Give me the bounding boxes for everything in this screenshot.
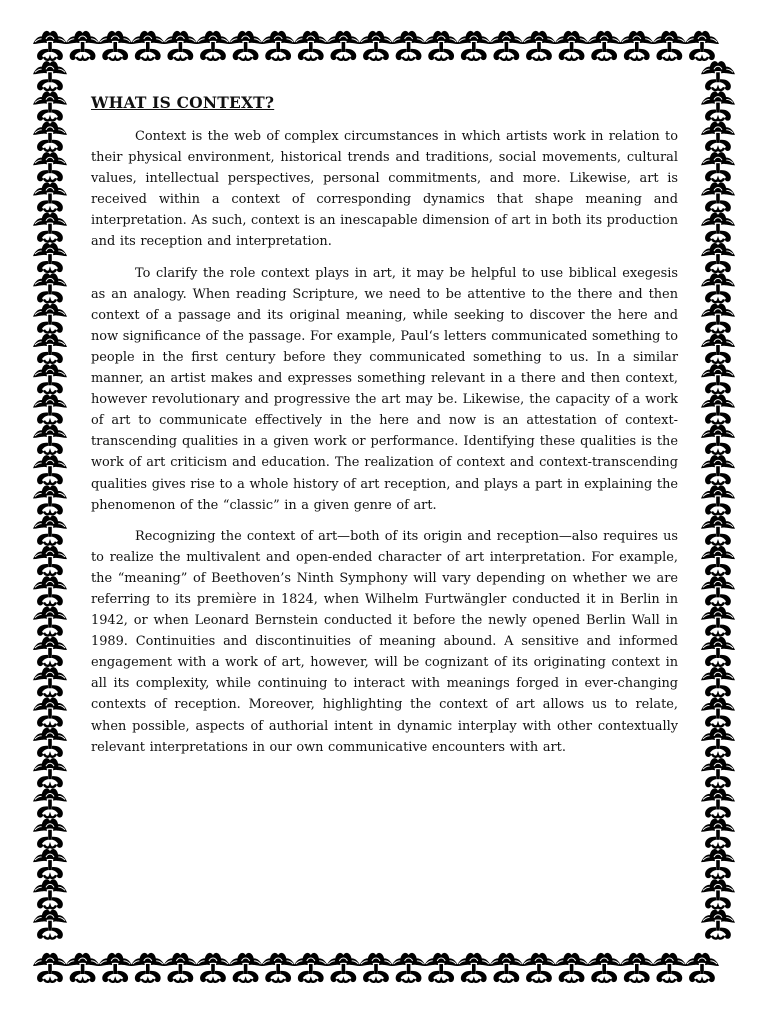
flower-ornament-icon bbox=[33, 485, 67, 514]
flower-ornament-icon bbox=[33, 910, 67, 939]
flower-ornament-icon bbox=[359, 31, 393, 60]
flower-ornament-icon bbox=[701, 728, 735, 757]
flower-ornament-icon bbox=[701, 364, 735, 393]
flower-ornament-icon bbox=[163, 953, 197, 982]
flower-ornament-icon bbox=[701, 697, 735, 726]
flower-ornament-icon bbox=[33, 516, 67, 545]
flower-ornament-icon bbox=[261, 953, 295, 982]
flower-ornament-icon bbox=[701, 182, 735, 211]
flower-ornament-icon bbox=[33, 758, 67, 787]
flower-ornament-icon bbox=[33, 243, 67, 272]
flower-ornament-icon bbox=[685, 31, 719, 60]
flower-ornament-icon bbox=[33, 953, 67, 982]
flower-ornament-icon bbox=[424, 953, 458, 982]
flower-ornament-icon bbox=[33, 546, 67, 575]
flower-ornament-icon bbox=[424, 31, 458, 60]
flower-ornament-icon bbox=[326, 31, 360, 60]
flower-ornament-icon bbox=[701, 546, 735, 575]
paragraph-3: Recognizing the context of art—both of its origin and reception—also requires us to realize the multivalent and open-ended character of art interpretation. For example, the “meaning” of Beethoven’s Ninth Symphony will vary depending on whether we are referring to its première in 1824, when Wilhelm Furtwängler conducted it in Berlin in 1942, or when Leonard Bernstein conducted it before the newly opened Berlin Wall in 1989. Continuities and discontinuities of meaning abound. A sensitive and informed engagement with a work of art, however, will be cognizant of its originating context in all its complexity, while continuing to interact with meanings forged in ever-changing contexts of reception. Moreover, highlighting the context of art allows us to relate, when possible, aspects of authorial intent in dynamic interplay with other contextually relevant interpretations in our own communicative encounters with art. bbox=[91, 528, 678, 755]
flower-ornament-icon bbox=[33, 152, 67, 181]
flower-ornament-icon bbox=[701, 122, 735, 151]
flower-ornament-icon bbox=[701, 61, 735, 90]
flower-ornament-icon bbox=[685, 953, 719, 982]
flower-ornament-icon bbox=[33, 122, 67, 151]
flower-ornament-icon bbox=[33, 576, 67, 605]
flower-ornament-icon bbox=[701, 91, 735, 120]
flower-ornament-icon bbox=[33, 849, 67, 878]
flower-ornament-icon bbox=[555, 31, 589, 60]
flower-ornament-icon bbox=[229, 953, 263, 982]
flower-ornament-icon bbox=[555, 953, 589, 982]
flower-ornament-icon bbox=[33, 788, 67, 817]
flower-ornament-icon bbox=[33, 213, 67, 242]
flower-ornament-icon bbox=[196, 953, 230, 982]
flower-ornament-icon bbox=[33, 31, 67, 60]
flower-ornament-icon bbox=[701, 273, 735, 302]
flower-ornament-icon bbox=[33, 364, 67, 393]
flower-ornament-icon bbox=[294, 953, 328, 982]
flower-ornament-icon bbox=[522, 953, 556, 982]
flower-ornament-icon bbox=[587, 953, 621, 982]
flower-ornament-icon bbox=[457, 953, 491, 982]
flower-ornament-icon bbox=[701, 334, 735, 363]
flower-ornament-icon bbox=[33, 607, 67, 636]
flower-ornament-icon bbox=[163, 31, 197, 60]
flower-ornament-icon bbox=[587, 31, 621, 60]
flower-ornament-icon bbox=[131, 31, 165, 60]
flower-ornament-icon bbox=[294, 31, 328, 60]
flower-ornament-icon bbox=[33, 728, 67, 757]
paragraph-2: To clarify the role context plays in art, it may be helpful to use biblical exegesis as an analogy. When reading Scripture, we need to be attentive to the there and then context of a passage and its original meaning, while seeking to discover the here and now significance of the passage. For example, Paul‘s letters communicated something to people in the first century before they communicated something to us. In a similar manner, an artist makes and expresses something relevant in a there and then context, however revolutionary and progressive the art may be. Likewise, the capacity of a work of art to communicate effectively in the here and now is an attestation of context-transcending qualities in a given work or performance. Identifying these qualities is the work of art criticism and education. The realization of context and context-transcending qualities gives rise to a whole history of art reception, and plays a part in explaining the phenomenon of the “classic” in a given genre of art. bbox=[91, 265, 678, 513]
flower-ornament-icon bbox=[33, 273, 67, 302]
flower-ornament-icon bbox=[652, 31, 686, 60]
flower-ornament-icon bbox=[701, 394, 735, 423]
flower-ornament-icon bbox=[196, 31, 230, 60]
flower-ornament-icon bbox=[33, 182, 67, 211]
flower-ornament-icon bbox=[701, 788, 735, 817]
flower-ornament-icon bbox=[489, 31, 523, 60]
flower-ornament-icon bbox=[229, 31, 263, 60]
flower-ornament-icon bbox=[392, 31, 426, 60]
flower-ornament-icon bbox=[701, 213, 735, 242]
flower-ornament-icon bbox=[701, 819, 735, 848]
flower-ornament-icon bbox=[701, 637, 735, 666]
flower-ornament-icon bbox=[652, 953, 686, 982]
flower-ornament-icon bbox=[701, 576, 735, 605]
flower-ornament-icon bbox=[33, 425, 67, 454]
flower-ornament-icon bbox=[33, 819, 67, 848]
flower-ornament-icon bbox=[620, 31, 654, 60]
article bbox=[91, 93, 678, 768]
flower-ornament-icon bbox=[620, 953, 654, 982]
flower-ornament-icon bbox=[66, 953, 100, 982]
flower-ornament-icon bbox=[522, 31, 556, 60]
flower-ornament-icon bbox=[457, 31, 491, 60]
flower-ornament-icon bbox=[33, 91, 67, 120]
flower-ornament-icon bbox=[33, 61, 67, 90]
flower-ornament-icon bbox=[33, 455, 67, 484]
flower-ornament-icon bbox=[261, 31, 295, 60]
flower-ornament-icon bbox=[33, 304, 67, 333]
flower-ornament-icon bbox=[701, 152, 735, 181]
flower-ornament-icon bbox=[33, 394, 67, 423]
flower-ornament-icon bbox=[701, 879, 735, 908]
flower-ornament-icon bbox=[701, 849, 735, 878]
flower-ornament-icon bbox=[33, 334, 67, 363]
flower-ornament-icon bbox=[489, 953, 523, 982]
flower-ornament-icon bbox=[701, 304, 735, 333]
flower-ornament-icon bbox=[131, 953, 165, 982]
page-title: WHAT IS CONTEXT? bbox=[91, 93, 275, 112]
flower-ornament-icon bbox=[98, 31, 132, 60]
flower-ornament-icon bbox=[33, 697, 67, 726]
flower-ornament-icon bbox=[359, 953, 393, 982]
paragraph-1: Context is the web of complex circumstances in which artists work in relation to their physical environment, historical trends and traditions, social movements, cultural values, intellectual perspectives, personal commitments, and more. Likewise, art is received within a context of corresponding dynamics that shape meaning and interpretation. As such, context is an inescapable dimension of art in both its production and its reception and interpretation. bbox=[91, 129, 678, 250]
flower-ornament-icon bbox=[98, 953, 132, 982]
flower-ornament-icon bbox=[392, 953, 426, 982]
flower-ornament-icon bbox=[701, 667, 735, 696]
flower-ornament-icon bbox=[326, 953, 360, 982]
flower-ornament-icon bbox=[701, 516, 735, 545]
flower-ornament-icon bbox=[66, 31, 100, 60]
flower-ornament-icon bbox=[701, 758, 735, 787]
flower-ornament-icon bbox=[33, 879, 67, 908]
flower-ornament-icon bbox=[33, 667, 67, 696]
flower-ornament-icon bbox=[701, 910, 735, 939]
flower-ornament-icon bbox=[701, 455, 735, 484]
flower-ornament-icon bbox=[33, 637, 67, 666]
flower-ornament-icon bbox=[701, 243, 735, 272]
flower-ornament-icon bbox=[701, 425, 735, 454]
flower-ornament-icon bbox=[701, 607, 735, 636]
flower-ornament-icon bbox=[701, 485, 735, 514]
